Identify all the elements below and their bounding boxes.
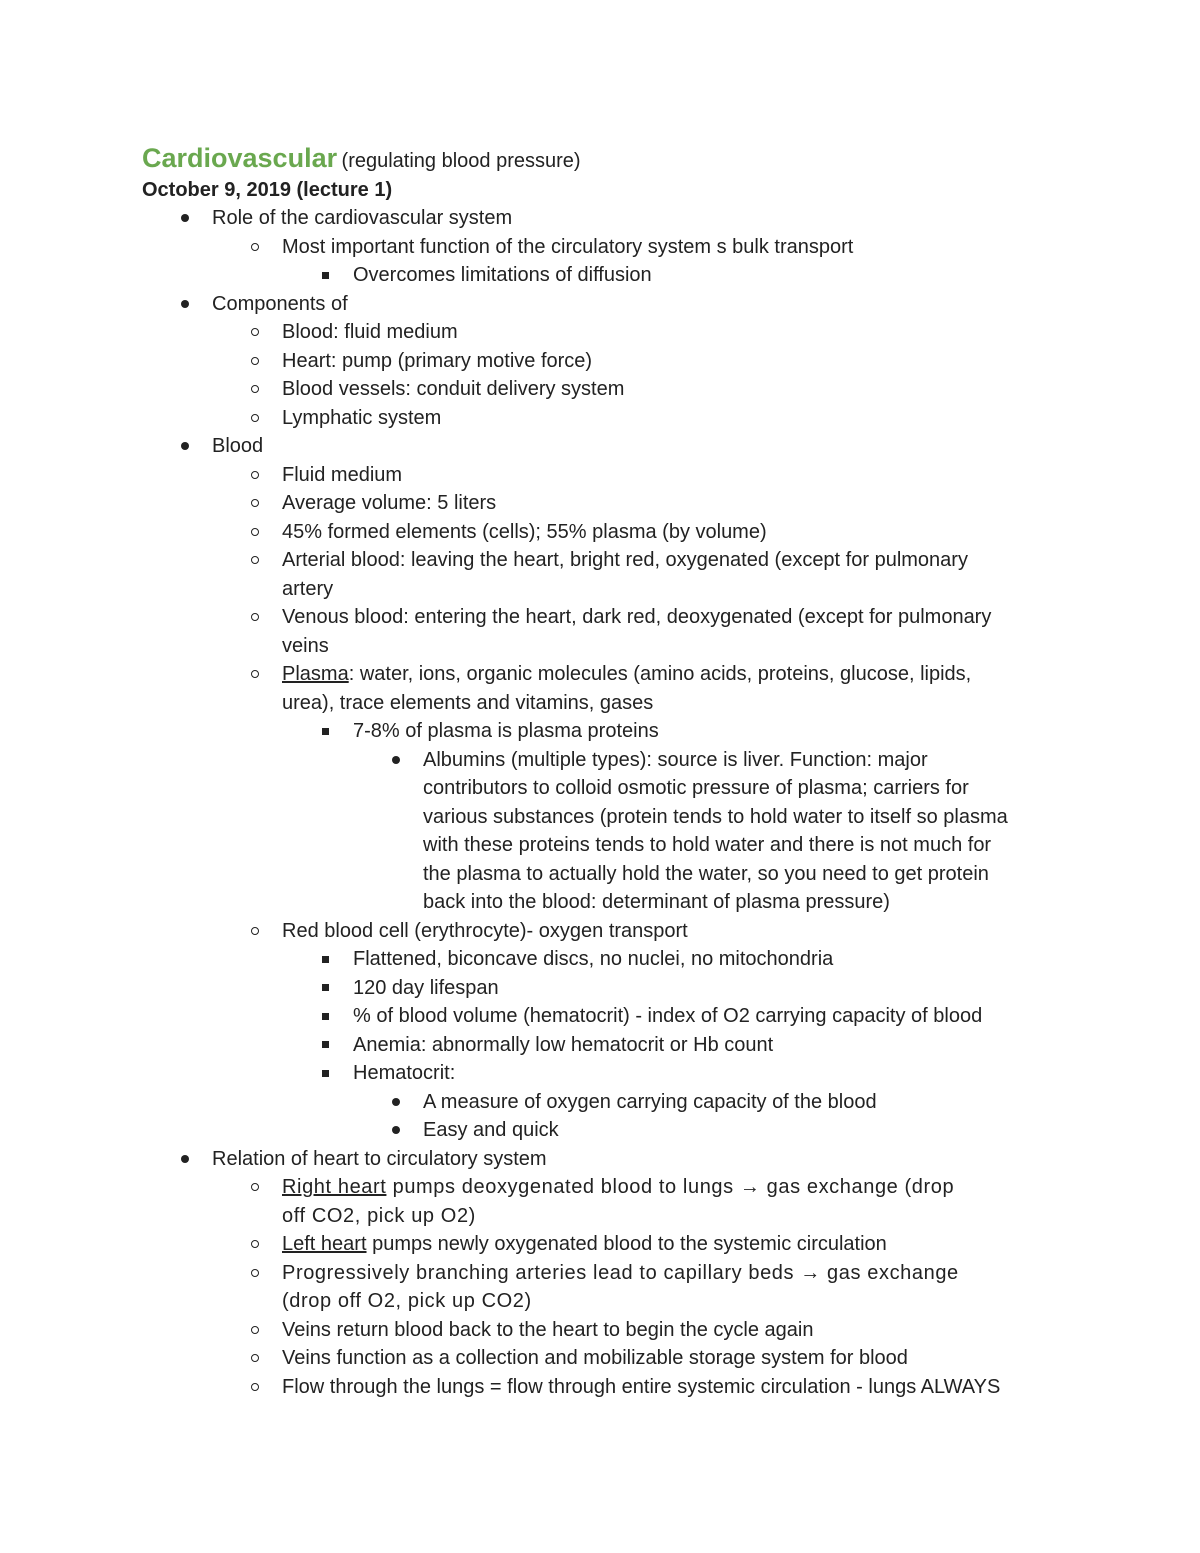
outline-item-text (282, 1259, 1200, 1316)
outline-item-line: Lymphatic system (282, 406, 442, 429)
outline-item-line: Overcomes limitations of diffusion (353, 264, 652, 286)
outline-item-line: Blood vessels: conduit delivery system (282, 378, 625, 400)
outline-item-text (282, 233, 1200, 262)
outline-item (0, 1116, 1200, 1145)
outline-item-line: various substances (protein tends to hold water to itself so plasma (423, 805, 1008, 828)
outline-item-line: Role of the cardiovascular system (212, 207, 513, 229)
bullet-square-icon (318, 1002, 332, 1031)
outline-item-line: with these proteins tends to hold water and there is not much for (423, 834, 992, 856)
bullet-disc-icon (178, 1145, 192, 1174)
outline-item-text (282, 1230, 1200, 1259)
outline-item-line: Average volume: 5 liters (282, 492, 497, 514)
bullet-circle-icon (248, 1173, 262, 1202)
outline-item (0, 1173, 1200, 1230)
bullet-disc-icon (178, 290, 192, 319)
outline-item-line (282, 1230, 1200, 1259)
outline-item-text (282, 461, 1200, 490)
outline-item-line: 7-8% of plasma is plasma proteins (353, 720, 659, 742)
bullet-circle-icon (248, 461, 262, 490)
bullet-disc-icon (389, 1088, 403, 1117)
outline-item-text (353, 974, 1200, 1003)
outline-item-line: Hematocrit: (353, 1062, 456, 1084)
outline-item (0, 1230, 1200, 1259)
outline-item-text (212, 290, 1200, 319)
outline-item-text (212, 432, 1200, 461)
outline-item (0, 917, 1200, 946)
outline-item-line: (drop off O2, pick up CO2) (282, 1290, 532, 1312)
bullet-circle-icon (248, 660, 262, 689)
outline-item (0, 347, 1200, 376)
bullet-circle-icon (248, 1259, 262, 1288)
outline-item-text (282, 1316, 1200, 1345)
outline-item (0, 1316, 1200, 1345)
outline-item-text (282, 546, 1200, 603)
bullet-square-icon (318, 717, 332, 746)
outline-item-line (282, 660, 1200, 689)
outline-item-line: back into the blood: determinant of plasma pressure) (423, 891, 890, 913)
bullet-circle-icon (248, 347, 262, 376)
bullet-circle-icon (248, 233, 262, 262)
outline-item-text (353, 717, 1200, 746)
outline-item-text (282, 489, 1200, 518)
outline-item (0, 603, 1200, 660)
outline-item-line: Veins function as a collection and mobilizable storage system for blood (282, 1347, 908, 1369)
outline-item-text (282, 1373, 1200, 1402)
outline-item-line: Veins return blood back to the heart to begin the cycle again (282, 1318, 814, 1341)
outline-item-line: 45% formed elements (cells); 55% plasma (by volume) (282, 520, 767, 543)
outline-item (0, 204, 1200, 233)
outline-item-text (423, 1088, 1200, 1117)
outline-item (0, 746, 1200, 917)
bullet-square-icon (318, 974, 332, 1003)
outline-item-text (353, 1059, 1200, 1088)
bullet-circle-icon (248, 489, 262, 518)
outline-item-line: Easy and quick (423, 1119, 559, 1141)
outline-item-line: Relation of heart to circulatory system (212, 1147, 547, 1170)
outline-item-line: Flattened, biconcave discs, no nuclei, no mitochondria (353, 948, 834, 970)
outline-item (0, 290, 1200, 319)
bullet-disc-icon (178, 204, 192, 233)
underlined-term: Plasma (282, 663, 349, 685)
outline-item-line-rest: pumps deoxygenated blood to lungs → gas exchange (drop (386, 1176, 955, 1198)
outline-item-text (282, 318, 1200, 347)
outline-item-line: Albumins (multiple types): source is liver. Function: major (423, 748, 928, 771)
outline-item (0, 1088, 1200, 1117)
outline-item-line: urea), trace elements and vitamins, gases (282, 691, 654, 714)
outline-item-line: artery (282, 577, 334, 600)
outline-item-line: Arterial blood: leaving the heart, bright red, oxygenated (except for pulmonary (282, 549, 968, 571)
outline-item-line: Blood (212, 435, 264, 457)
outline-item-line (282, 1173, 1200, 1202)
bullet-square-icon (318, 261, 332, 290)
outline-item-text (282, 1344, 1200, 1373)
outline-item-line: Red blood cell (erythrocyte)- oxygen transport (282, 919, 688, 942)
outline-item-line: off CO2, pick up O2) (282, 1204, 476, 1227)
outline-item (0, 1145, 1200, 1174)
outline-item (0, 261, 1200, 290)
bullet-disc-icon (178, 432, 192, 461)
bullet-circle-icon (248, 1373, 262, 1402)
outline-item-line: Progressively branching arteries lead to capillary beds → gas exchange (282, 1261, 959, 1284)
notes-outline (0, 204, 1200, 1401)
outline-item-text (282, 660, 1200, 717)
outline-item-text (282, 404, 1200, 433)
outline-item (0, 375, 1200, 404)
outline-item-text (282, 347, 1200, 376)
outline-item (0, 717, 1200, 746)
outline-item-text (282, 518, 1200, 547)
bullet-circle-icon (248, 546, 262, 575)
bullet-circle-icon (248, 603, 262, 632)
outline-item (0, 318, 1200, 347)
outline-item-text (212, 204, 1200, 233)
outline-item-line-rest: : water, ions, organic molecules (amino acids, proteins, glucose, lipids, (348, 663, 972, 685)
outline-item (0, 1031, 1200, 1060)
outline-item-line: Flow through the lungs = flow through entire systemic circulation - lungs ALWAYS (282, 1375, 1001, 1398)
bullet-square-icon (318, 945, 332, 974)
outline-item-text (353, 1031, 1200, 1060)
bullet-circle-icon (248, 518, 262, 547)
outline-item (0, 1344, 1200, 1373)
outline-item (0, 404, 1200, 433)
outline-item-text (423, 746, 1200, 917)
outline-item-line: Most important function of the circulatory system s bulk transport (282, 235, 854, 258)
outline-item (0, 974, 1200, 1003)
outline-item-text (282, 375, 1200, 404)
underlined-term: Right heart (282, 1176, 387, 1198)
outline-item-line: % of blood volume (hematocrit) - index of O2 carrying capacity of blood (353, 1005, 983, 1027)
bullet-circle-icon (248, 1316, 262, 1345)
bullet-circle-icon (248, 404, 262, 433)
outline-item-line: Anemia: abnormally low hematocrit or Hb count (353, 1033, 774, 1056)
outline-item (0, 1002, 1200, 1031)
outline-item-text (353, 1002, 1200, 1031)
underlined-term: Left heart (282, 1233, 367, 1255)
outline-item-text (212, 1145, 1200, 1174)
outline-item-text (423, 1116, 1200, 1145)
outline-item (0, 1259, 1200, 1316)
bullet-circle-icon (248, 1230, 262, 1259)
bullet-disc-icon (389, 746, 403, 775)
bullet-disc-icon (389, 1116, 403, 1145)
outline-item-line: veins (282, 634, 329, 657)
bullet-circle-icon (248, 1344, 262, 1373)
bullet-circle-icon (248, 318, 262, 347)
outline-item-line: Venous blood: entering the heart, dark red, deoxygenated (except for pulmonary (282, 606, 992, 628)
outline-item (0, 1059, 1200, 1088)
outline-item (0, 233, 1200, 262)
document-title: Cardiovascular (142, 143, 338, 173)
outline-item (0, 489, 1200, 518)
outline-item-line: A measure of oxygen carrying capacity of the blood (423, 1090, 877, 1113)
bullet-square-icon (318, 1059, 332, 1088)
outline-item-line: the plasma to actually hold the water, so you need to get protein (423, 862, 989, 885)
outline-item-line: Blood: fluid medium (282, 321, 458, 343)
outline-item-line: Fluid medium (282, 463, 403, 486)
outline-item-line-rest: pumps newly oxygenated blood to the systemic circulation (366, 1233, 887, 1255)
bullet-circle-icon (248, 375, 262, 404)
outline-item (0, 1373, 1200, 1402)
document-subtitle: (regulating blood pressure) (341, 150, 581, 172)
bullet-circle-icon (248, 917, 262, 946)
outline-item (0, 546, 1200, 603)
outline-item-text (282, 1173, 1200, 1230)
outline-item-line: Components of (212, 292, 348, 315)
outline-item (0, 660, 1200, 717)
bullet-square-icon (318, 1031, 332, 1060)
outline-item (0, 461, 1200, 490)
outline-item-line: Heart: pump (primary motive force) (282, 349, 593, 372)
outline-item-text (353, 261, 1200, 290)
lecture-date: October 9, 2019 (lecture 1) (142, 179, 393, 201)
outline-item (0, 518, 1200, 547)
outline-item (0, 432, 1200, 461)
outline-item-text (282, 603, 1200, 660)
outline-item-line: contributors to colloid osmotic pressure of plasma; carriers for (423, 777, 969, 799)
outline-item-text (353, 945, 1200, 974)
outline-item-line: 120 day lifespan (353, 976, 499, 999)
outline-item (0, 945, 1200, 974)
outline-item-text (282, 917, 1200, 946)
